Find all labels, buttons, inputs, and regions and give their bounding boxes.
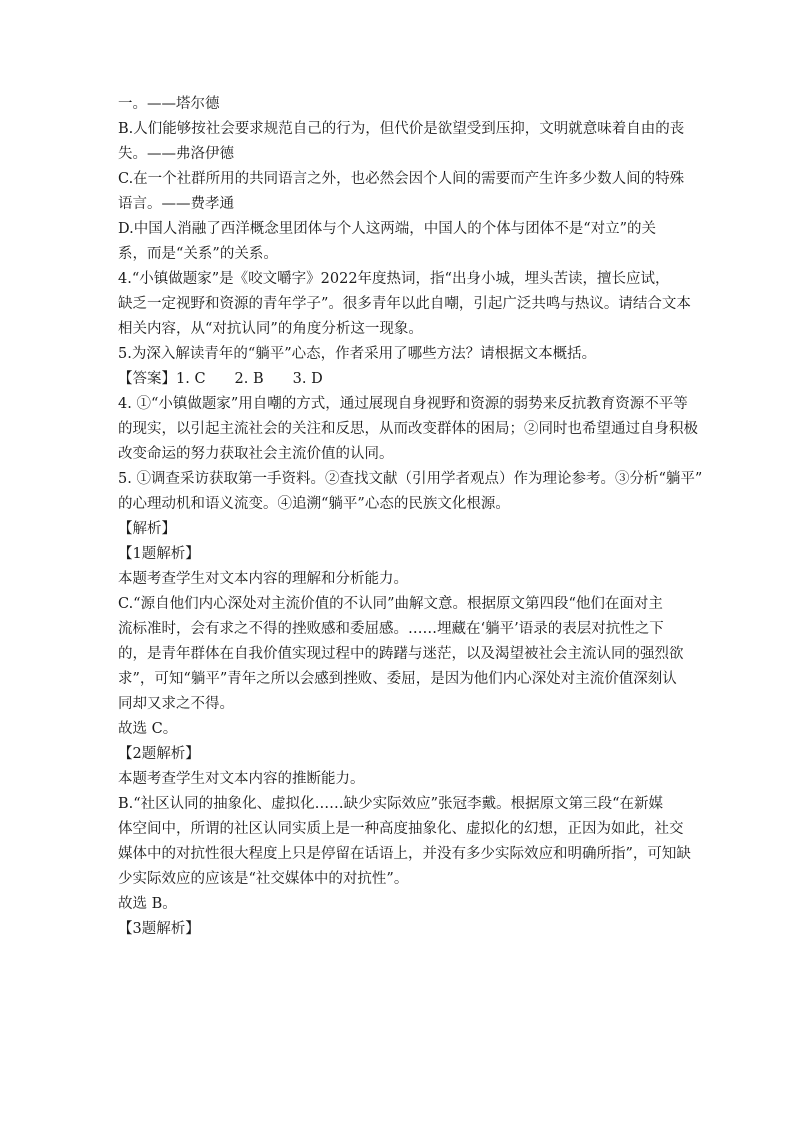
text-line: 4. ①“小镇做题家”用自嘲的方式，通过展现自身视野和资源的弱势来反抗教育资源不平等 [118, 396, 688, 412]
text-line: 媒体中的对抗性很大程度上只是停留在话语上，并没有多少实际效应和明确所指”，可知缺 [118, 846, 691, 862]
text-line: C.在一个社群所用的共同语言之外，也必然会因个人间的需要而产生许多少数人间的特殊 [118, 171, 685, 187]
text-line: 5.为深入解读青年的“躺平”心态，作者采用了哪些方法？请根据文本概括。 [118, 346, 597, 362]
q2-choice [118, 892, 684, 917]
text-line: 本题考查学生对文本内容的推断能力。 [118, 771, 365, 787]
q2-explanation [118, 792, 691, 892]
option-d [118, 217, 684, 267]
option-a-tail [118, 92, 684, 117]
question-5 [118, 342, 684, 367]
answer-5 [118, 467, 703, 517]
text-line: 4.“小镇做题家”是《咬文嚼字》2022年度热词，指“出身小城，埋头苦读，擅长应试， [118, 271, 670, 287]
answer-key [118, 367, 684, 392]
q3-heading [118, 917, 684, 942]
text-line: 本题考查学生对文本内容的理解和分析能力。 [118, 571, 408, 587]
q2-intro [118, 767, 684, 792]
text-line: 同却又求之不得。 [118, 696, 234, 712]
q2-heading [118, 742, 684, 767]
text-line: 求”，可知“躺平”青年之所以会感到挫败、委屈，是因为他们内心深处对主流价值深刻认 [118, 671, 677, 687]
text-line: 改变命运的努力获取社会主流价值的认同。 [118, 446, 394, 462]
text-line: 一。——塔尔德 [118, 96, 220, 112]
section-heading: 【1题解析】 [118, 546, 200, 562]
text-line: C.“源自他们内心深处对主流价值的不认同”曲解文意。根据原文第四段“他们在面对主 [118, 596, 663, 612]
option-c [118, 167, 684, 217]
text-line: 【答案】1. C 2. B 3. D [118, 371, 323, 387]
text-line: 语言。——费孝通 [118, 196, 234, 212]
text-line: 的，是青年群体在自我价值实现过程中的踌躇与迷茫，以及渴望被社会主流认同的强烈欲 [118, 646, 684, 662]
text-line: 体空间中，所谓的社区认同实质上是一种高度抽象化、虚拟化的幻想，正因为如此，社交 [118, 821, 684, 837]
document-page [118, 92, 703, 942]
text-line: B.“社区认同的抽象化、虚拟化……缺少实际效应”张冠李戴。根据原文第三段“在新媒 [118, 796, 664, 812]
text-line: 相关内容，从“对抗认同”的角度分析这一现象。 [118, 321, 423, 337]
section-heading: 【解析】 [118, 521, 176, 537]
q1-intro [118, 567, 684, 592]
text-line: 故选 C。 [118, 721, 178, 737]
analysis-heading [118, 517, 684, 542]
text-line: 5. ①调查采访获取第一手资料。②查找文献（引用学者观点）作为理论参考。③分析“躺平” [118, 471, 703, 487]
q1-heading [118, 542, 684, 567]
answer-4 [118, 392, 698, 467]
text-line: 系，而是“关系”的关系。 [118, 246, 278, 262]
text-line: 流标准时，会有求之不得的挫败感和委屈感。……埋藏在‘躺平’语录的表层对抗性之下 [118, 621, 664, 637]
text-line: 少实际效应的应该是“社交媒体中的对抗性”。 [118, 871, 409, 887]
q1-explanation [118, 592, 684, 717]
section-heading: 【3题解析】 [118, 921, 200, 937]
option-b [118, 117, 684, 167]
section-heading: 【2题解析】 [118, 746, 200, 762]
text-line: D.中国人消融了西洋概念里团体与个人这两端，中国人的个体与团体不是“对立”的关 [118, 221, 657, 237]
text-line: 失。——弗洛伊德 [118, 146, 234, 162]
text-line: 缺乏一定视野和资源的青年学子”。很多青年以此自嘲，引起广泛共鸣与热议。请结合文本 [118, 296, 691, 312]
question-4 [118, 267, 691, 342]
text-line: 的现实，以引起主流社会的关注和反思，从而改变群体的困局；②同时也希望通过自身积极 [118, 421, 698, 437]
text-line: 的心理动机和语义流变。④追溯“躺平”心态的民族文化根源。 [118, 496, 510, 512]
q1-choice [118, 717, 684, 742]
text-line: 故选 B。 [118, 896, 177, 912]
text-line: B.人们能够按社会要求规范自己的行为，但代价是欲望受到压抑，文明就意味着自由的丧 [118, 121, 685, 137]
